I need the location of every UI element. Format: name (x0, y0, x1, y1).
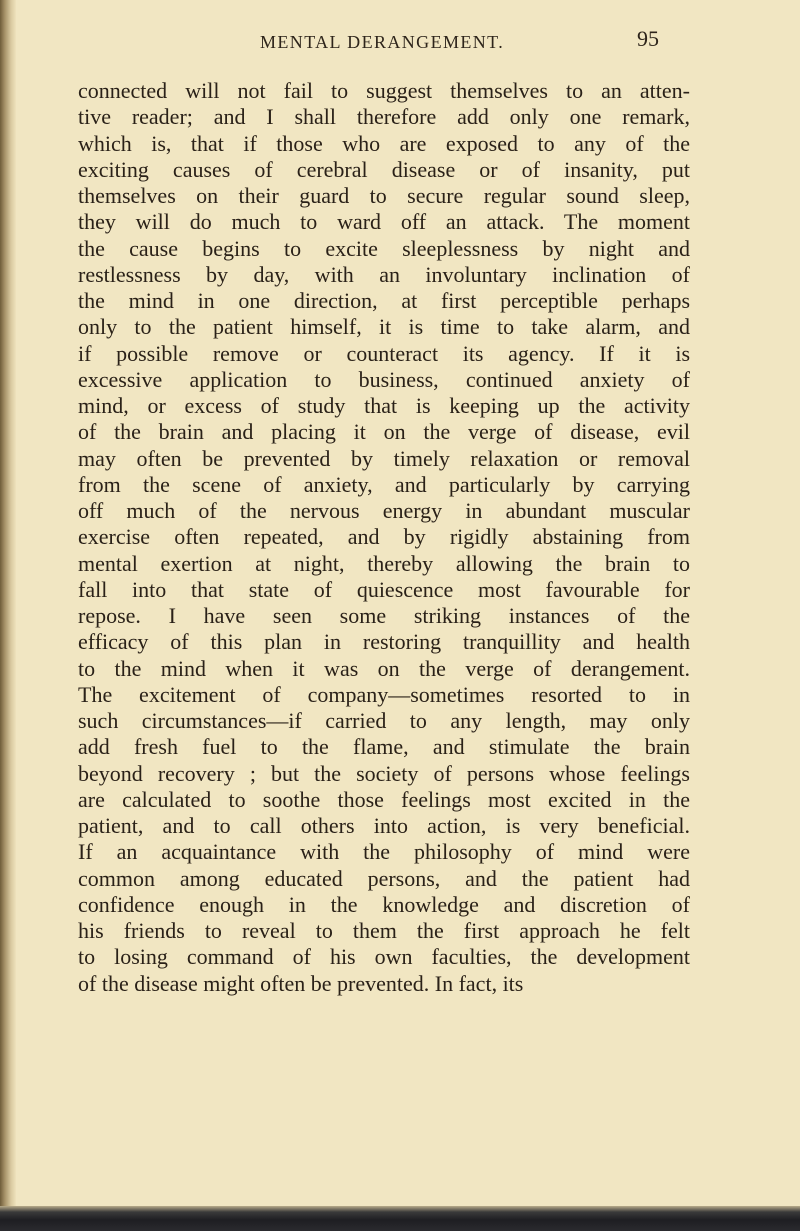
running-head (0, 26, 800, 56)
text-line: of the disease might often be prevented. In fact, its (78, 970, 524, 996)
binding-gutter (0, 0, 16, 1231)
text-line: confidence enough in the knowledge and discretion of (78, 891, 690, 917)
text-line: to the mind when it was on the verge of derangement. (78, 655, 690, 681)
page-bottom-edge (0, 1206, 800, 1231)
text-line: to losing command of his own faculties, the development (78, 944, 690, 970)
text-line: tive reader; and I shall therefore add only one remark, (78, 104, 690, 130)
text-line: the mind in one direction, at first perceptible perhaps (78, 288, 690, 313)
text-line: themselves on their guard to secure regular sound sleep, (78, 183, 690, 208)
text-line: exercise often repeated, and by rigidly abstaining from (78, 524, 690, 550)
text-line: restlessness by day, with an involuntary inclination of (78, 261, 690, 287)
text-line: if possible remove or counteract its agency. If it is (78, 340, 690, 366)
text-line: repose. I have seen some striking instances of the (78, 603, 690, 628)
text-line: exciting causes of cerebral disease or of insanity, put (78, 156, 690, 182)
text-line: mental exertion at night, thereby allowing the brain to (78, 550, 690, 576)
text-line: are calculated to soothe those feelings most excited in the (78, 786, 690, 812)
text-line: only to the patient himself, it is time to take alarm, and (78, 314, 690, 340)
text-line: from the scene of anxiety, and particularly by carrying (78, 471, 690, 497)
page-number: 95 (637, 26, 659, 51)
text-line: patient, and to call others into action, is very beneficial. (78, 813, 690, 838)
text-line: add fresh fuel to the flame, and stimulate the brain (78, 734, 690, 760)
text-line: The excitement of company—sometimes resorted to in (78, 681, 690, 707)
text-line: may often be prevented by timely relaxation or removal (78, 445, 690, 471)
text-line: beyond recovery ; but the society of persons whose feelings (78, 760, 690, 786)
text-line: they will do much to ward off an attack. The moment (78, 209, 690, 235)
text-line: his friends to reveal to them the first approach he felt (78, 918, 690, 943)
text-line: fall into that state of quiescence most favourable for (78, 576, 690, 602)
text-line: which is, that if those who are exposed to any of the (78, 130, 690, 156)
text-line: such circumstances—if carried to any length, may only (78, 708, 690, 733)
body-text (78, 78, 690, 997)
text-line: off much of the nervous energy in abundant muscular (78, 498, 690, 523)
text-line: If an acquaintance with the philosophy of mind were (78, 839, 690, 865)
text-line: the cause begins to excite sleeplessness by night and (78, 235, 690, 261)
text-line: connected will not fail to suggest themselves to an atten- (78, 78, 690, 103)
text-line: efficacy of this plan in restoring tranquillity and health (78, 629, 690, 655)
text-line: excessive application to business, continued anxiety of (78, 366, 690, 392)
text-line: of the brain and placing it on the verge of disease, evil (78, 419, 690, 445)
text-line: mind, or excess of study that is keeping up the activity (78, 393, 690, 418)
text-line: common among educated persons, and the patient had (78, 865, 690, 891)
running-title: MENTAL DERANGEMENT. (260, 32, 505, 52)
